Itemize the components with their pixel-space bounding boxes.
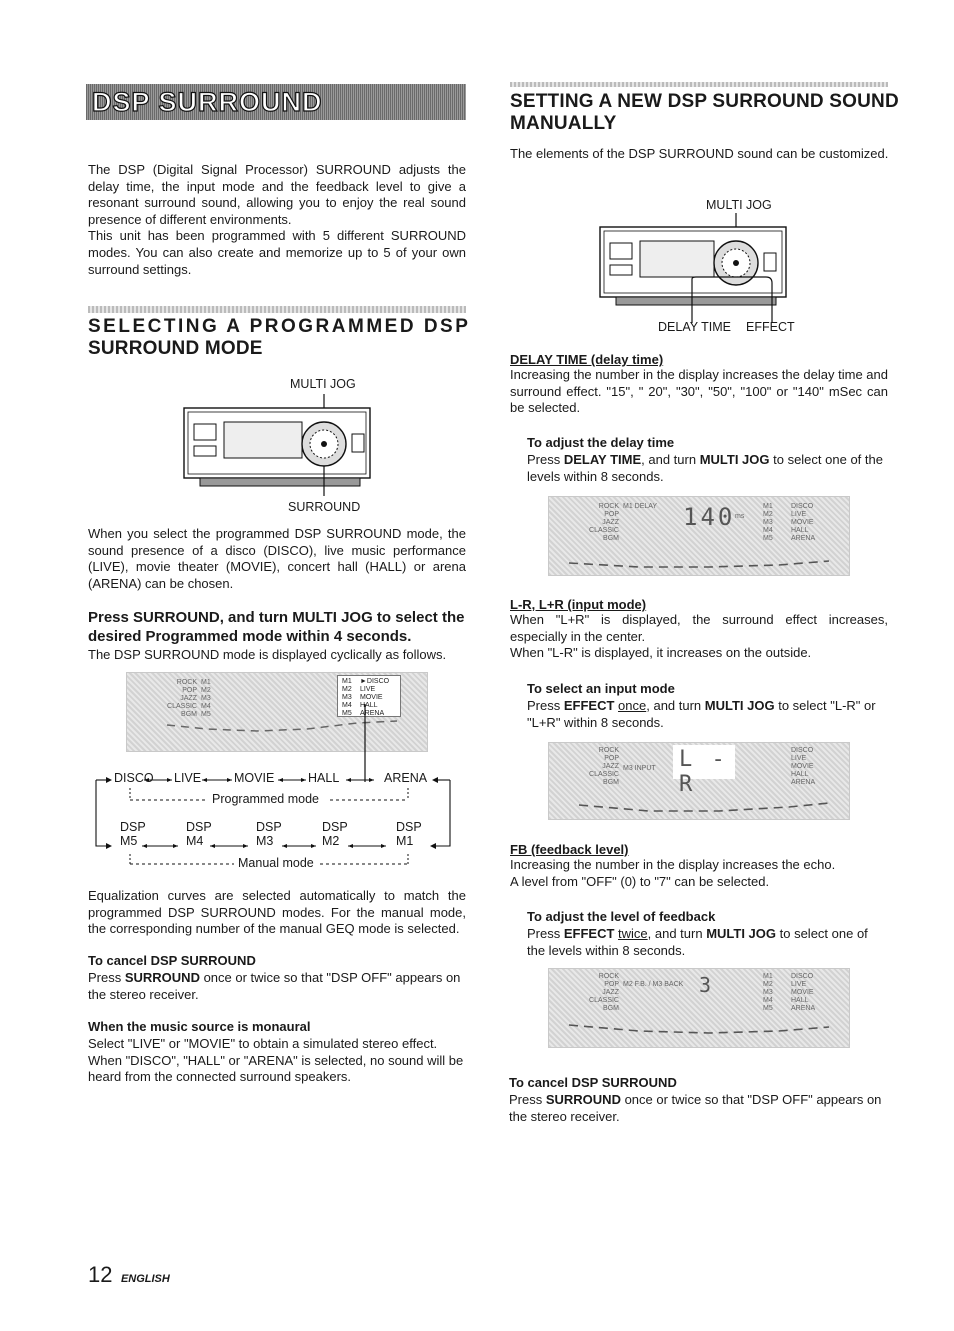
lcd-genre: POP	[182, 687, 197, 694]
page-language: ENGLISH	[120, 1273, 170, 1285]
delay-text: Increasing the number in the display increases the delay time and surround effect. "15", " 20", "30", "50", "100" or "140" mSec can be selected.	[510, 367, 888, 416]
delay-adjust-heading: To adjust the delay time	[527, 435, 675, 450]
cycle-dsp-label: DSP	[256, 820, 282, 834]
surround-key-label: SURROUND	[124, 970, 200, 985]
lcd-dsp-memory: M1	[763, 503, 773, 510]
lcd-dsp-memory: M1	[763, 973, 773, 980]
lcd-value: 3	[699, 973, 715, 997]
lcd-dsp-name: MOVIE	[791, 763, 814, 770]
cancel-text-right	[509, 1092, 889, 1125]
cycle-dsp-label: DSP	[322, 820, 348, 834]
intro-paragraph-2: This unit has been programmed with 5 different SURROUND modes. You can also create and memorize up to 5 of your own surround settings.	[88, 228, 466, 277]
page-number: 12	[88, 1262, 113, 1287]
surround-key-label: SURROUND	[545, 1092, 621, 1107]
lcd-tag: M3 INPUT	[623, 765, 656, 772]
cycle-dsp-label: DSP	[396, 820, 422, 834]
lcd-value: L - R	[679, 747, 728, 797]
delay-section	[510, 352, 888, 417]
selecting-body-section	[88, 526, 466, 592]
text-run: once or twice so that "DSP OFF" appears on the stereo receiver.	[509, 1092, 882, 1124]
delay-heading: DELAY TIME (delay time)	[510, 352, 664, 367]
delay-time-label: DELAY TIME	[658, 320, 731, 334]
text-run: Press	[527, 698, 564, 713]
cycle-m5: M5	[120, 834, 138, 848]
lcd-eq-curve	[549, 969, 849, 1047]
lcd-dsp-name: MOVIE	[791, 519, 814, 526]
lcd-dsp-memory: M4	[763, 527, 773, 534]
lcd-genre: CLASSIC	[589, 771, 619, 778]
lcd-display-delay	[548, 496, 850, 576]
programmed-mode-label: Programmed mode	[212, 792, 319, 806]
once-emphasis: once	[618, 698, 647, 713]
feedback-adjust-heading: To adjust the level of feedback	[527, 909, 716, 924]
setting-heading-line2: MANUALLY	[510, 113, 617, 134]
lcd-dsp-memory: M5	[763, 1005, 773, 1012]
selecting-heading-line1: SELECTING A PROGRAMMED DSP	[88, 316, 471, 337]
effect-key: EFFECT	[563, 698, 615, 713]
stereo-unit-illustration	[596, 213, 816, 323]
lcd-genre: ROCK	[598, 747, 619, 754]
feedback-adjust-section	[527, 909, 889, 959]
lcd-genre: POP	[604, 755, 619, 762]
multi-jog-key: MULTI JOG	[706, 926, 777, 941]
lcd-genre: BGM	[603, 535, 619, 542]
input-text-1: When "L+R" is displayed, the surround effect increases, especially in the center.	[510, 612, 888, 644]
right-divider	[510, 82, 888, 87]
cycle-m3: M3	[256, 834, 274, 848]
cancel-heading-left: To cancel DSP SURROUND	[88, 953, 256, 968]
lcd-eq-curve	[549, 497, 849, 575]
mono-text: Select "LIVE" or "MOVIE" to obtain a simulated stereo effect. When "DISCO", "HALL" or "ARENA" is selected, no sound will be heard from the connected surround speakers.	[88, 1036, 464, 1085]
mode-cycle-diagram	[86, 770, 456, 880]
lcd-dsp-memory: M3	[342, 694, 352, 701]
lcd-eq-curve	[127, 673, 427, 751]
page-title: DSP SURROUND	[92, 87, 323, 117]
feedback-text-1: Increasing the number in the display increases the echo.	[510, 857, 836, 872]
selecting-body: When you select the programmed DSP SURROUND mode, the sound presence of a disco (DISCO), live music performance (LIVE), movie theater (MOVIE), concert hall (HALL) or arena (ARENA) can be chosen.	[88, 526, 466, 591]
multi-jog-key: MULTI JOG	[704, 698, 775, 713]
setting-intro: The elements of the DSP SURROUND sound can be customized.	[510, 146, 889, 161]
multi-jog-label: MULTI JOG	[706, 198, 772, 212]
lcd-dsp-memory: M4	[763, 997, 773, 1004]
multi-jog-label: MULTI JOG	[290, 377, 356, 391]
selecting-instruction: Press SURROUND, and turn MULTI JOG to select the desired Programmed mode within 4 seconds.	[88, 609, 465, 645]
cycle-live: LIVE	[174, 771, 202, 785]
cancel-section-left	[88, 953, 466, 1003]
mono-section	[88, 1019, 466, 1086]
mono-heading: When the music source is monaural	[88, 1019, 311, 1034]
lcd-genre: ROCK	[598, 503, 619, 510]
text-run: Press	[88, 970, 125, 985]
cycle-arena: ARENA	[384, 771, 428, 785]
page-footer	[88, 1262, 170, 1288]
manual-mode-label: Manual mode	[238, 856, 314, 870]
text-run: to select one of the levels within 8 seconds.	[527, 452, 883, 484]
input-select-heading: To select an input mode	[527, 681, 675, 696]
lcd-dsp-memory: M5	[763, 535, 773, 542]
input-select-text	[527, 698, 889, 731]
intro-paragraph-1: The DSP (Digital Signal Processor) SURROUND adjusts the delay time, the input mode and the feedback level to give a resonant surround sound, allowing you to enjoy the real sound presence of different environments.	[88, 162, 466, 227]
cycle-hall: HALL	[308, 771, 340, 785]
selecting-heading	[88, 316, 471, 360]
lcd-dsp-name: DISCO	[791, 973, 814, 980]
lcd-dsp-name: LIVE	[791, 511, 807, 518]
lcd-display-input	[548, 742, 850, 820]
feedback-adjust-text	[527, 926, 889, 959]
cancel-text-left	[88, 970, 466, 1003]
lcd-dsp-memory: M3	[763, 519, 773, 526]
lcd-genre: BGM	[181, 711, 197, 718]
feedback-text-2: A level from "OFF" (0) to "7" can be selected.	[510, 873, 770, 889]
cycle-disco: DISCO	[114, 771, 154, 785]
text-run: Press	[509, 1092, 546, 1107]
delay-adjust-text	[527, 452, 889, 485]
lcd-display-feedback	[548, 968, 850, 1048]
eq-section	[88, 888, 466, 938]
lcd-unit: ms	[735, 513, 745, 520]
instruction-section	[88, 608, 468, 664]
delay-adjust-section	[527, 435, 889, 485]
setting-heading	[510, 91, 899, 135]
lcd-dsp-name: DISCO	[791, 503, 814, 510]
lcd-genre: POP	[604, 511, 619, 518]
text-run: Press	[527, 926, 564, 941]
cycle-m1: M1	[396, 834, 414, 848]
cycle-dsp-label: DSP	[120, 820, 146, 834]
cancel-section-right	[509, 1075, 889, 1125]
cycle-intro: The DSP SURROUND mode is displayed cyclically as follows.	[88, 647, 447, 662]
lcd-dsp-memory: M2	[763, 511, 773, 518]
lcd-dsp-name: HALL	[791, 527, 809, 534]
lcd-genre: POP	[604, 981, 619, 988]
lcd-dsp-name: ARENA	[360, 710, 385, 717]
lcd-genre: JAZZ	[602, 989, 619, 996]
lcd-dsp-name: HALL	[791, 997, 809, 1004]
lcd-dsp-name: ARENA	[791, 779, 816, 786]
multi-jog-key: MULTI JOG	[699, 452, 770, 467]
eq-text: Equalization curves are selected automatically to match the programmed DSP SURROUND modes. For the manual mode, the corresponding number of the manual GEQ mode is selected.	[88, 888, 466, 937]
lcd-dsp-name: LIVE	[791, 755, 807, 762]
lcd-dsp-memory: M2	[763, 981, 773, 988]
effect-key: EFFECT	[563, 926, 615, 941]
input-select-section	[527, 681, 889, 731]
setting-heading-line1: SETTING A NEW DSP SURROUND SOUND	[510, 91, 899, 112]
effect-label: EFFECT	[746, 320, 795, 334]
text-run: to select one of the levels within 8 seconds.	[527, 926, 868, 958]
unit-figure-manual	[596, 197, 816, 337]
cycle-m2: M2	[322, 834, 340, 848]
lcd-genre: BGM	[603, 1005, 619, 1012]
selecting-heading-line2: SURROUND MODE	[88, 338, 263, 359]
lcd-genre: JAZZ	[602, 763, 619, 770]
intro-section	[88, 162, 466, 278]
lcd-genre: BGM	[603, 779, 619, 786]
lcd-dsp-name: LIVE	[791, 981, 807, 988]
lcd-memory: M2	[201, 687, 211, 694]
text-run: , and turn	[646, 698, 705, 713]
lcd-genre: JAZZ	[180, 695, 197, 702]
lcd-dsp-memory: M4	[342, 702, 352, 709]
text-run: to select "L-R" or "L+R" within 8 seconds.	[527, 698, 876, 730]
input-text-2: When "L-R" is displayed, it increases on the outside.	[510, 645, 812, 661]
lcd-dsp-memory: M5	[342, 710, 352, 717]
lcd-dsp-name: MOVIE	[360, 694, 383, 701]
lcd-tag: M1 DELAY	[623, 503, 658, 510]
unit-figure-surround	[180, 376, 380, 516]
cycle-m4: M4	[186, 834, 204, 848]
delay-time-key: DELAY TIME	[563, 452, 642, 467]
input-section	[510, 597, 888, 662]
lcd-dsp-name: HALL	[360, 702, 378, 709]
lcd-genre: ROCK	[598, 973, 619, 980]
lcd-genre: CLASSIC	[167, 703, 197, 710]
lcd-genre: ROCK	[176, 679, 197, 686]
lcd-value: 140	[683, 503, 736, 531]
setting-intro-section	[510, 146, 894, 163]
title-banner	[86, 84, 466, 120]
text-run: Press	[527, 452, 564, 467]
lcd-display-programmed	[126, 672, 428, 752]
stereo-unit-illustration	[180, 392, 380, 496]
lcd-dsp-name: ARENA	[791, 1005, 816, 1012]
cancel-heading-right: To cancel DSP SURROUND	[509, 1075, 677, 1090]
feedback-heading: FB (feedback level)	[510, 842, 629, 857]
twice-emphasis: twice	[618, 926, 648, 941]
lcd-dsp-name: HALL	[791, 771, 809, 778]
section-divider	[88, 306, 466, 313]
lcd-dsp-memory: M3	[763, 989, 773, 996]
lcd-memory: M3	[201, 695, 211, 702]
lcd-genre: JAZZ	[602, 519, 619, 526]
input-heading: L-R, L+R (input mode)	[510, 597, 647, 612]
feedback-section	[510, 842, 888, 890]
lcd-memory: M1	[201, 679, 211, 686]
surround-label: SURROUND	[288, 500, 361, 514]
lcd-memory: M5	[201, 711, 211, 718]
lcd-genre: CLASSIC	[589, 997, 619, 1004]
cycle-movie: MOVIE	[234, 771, 275, 785]
lcd-dsp-name: ►DISCO	[360, 678, 390, 685]
lcd-eq-curve	[549, 743, 849, 819]
lcd-memory: M4	[201, 703, 211, 710]
lcd-dsp-memory: M2	[342, 686, 352, 693]
lcd-dsp-name: DISCO	[791, 747, 814, 754]
text-run: , and turn	[641, 452, 700, 467]
lcd-dsp-name: LIVE	[360, 686, 376, 693]
text-run: once or twice so that "DSP OFF" appears on the stereo receiver.	[88, 970, 461, 1002]
lcd-dsp-memory: M1	[342, 678, 352, 685]
lcd-genre: CLASSIC	[589, 527, 619, 534]
text-run: , and turn	[647, 926, 707, 941]
lcd-dsp-name: ARENA	[791, 535, 816, 542]
lcd-dsp-name: MOVIE	[791, 989, 814, 996]
lcd-tag: M2 F.B. / M3 BACK	[623, 981, 684, 988]
cycle-dsp-label: DSP	[186, 820, 212, 834]
